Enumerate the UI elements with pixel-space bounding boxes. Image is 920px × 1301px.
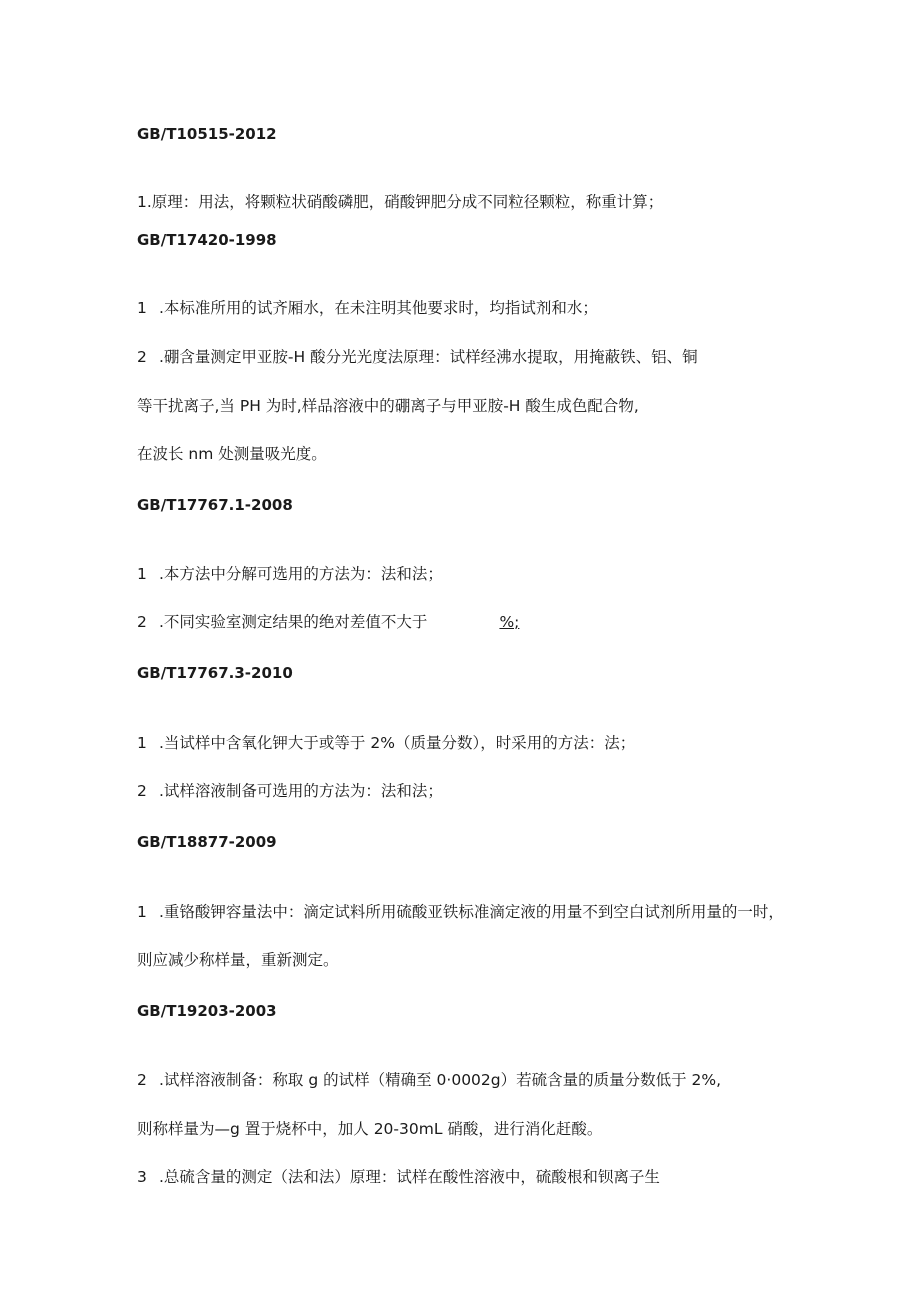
clause-text: 1.原理：用法，将颗粒状硝酸磷肥，硝酸钾肥分成不同粒径颗粒，称重计算； <box>137 193 664 211</box>
clause-line <box>137 902 784 922</box>
clause-number: 3 <box>137 1168 147 1186</box>
clause-text: 等干扰离子,当 PH 为时,样品溶液中的硼离子与甲亚胺-H 酸生成色配合物, <box>137 397 639 415</box>
clause-text: .试样溶液制备：称取 g 的试样（精确至 0·0002g）若硫含量的质量分数低于 2%, <box>159 1071 722 1089</box>
clause-number: 2 <box>137 1071 147 1089</box>
clause-line <box>137 733 635 753</box>
clause-text: .总硫含量的测定（法和法）原理：试样在酸性溶液中，硫酸根和钡离子生 <box>159 1168 660 1186</box>
standard-code-heading: GB/T17767.3-2010 <box>137 664 293 682</box>
clause-number: 1 <box>137 565 147 583</box>
standard-code-heading: GB/T18877-2009 <box>137 833 277 851</box>
clause-number: 1 <box>137 903 147 921</box>
clause-line <box>137 1070 721 1090</box>
clause-line <box>137 564 443 584</box>
clause-number: 2 <box>137 613 147 631</box>
standard-code-heading: GB/T19203-2003 <box>137 1002 277 1020</box>
clause-text: 则称样量为—g 置于烧杯中，加人 20-30mL 硝酸，进行消化赶酸。 <box>137 1120 603 1138</box>
clause-text: .硼含量测定甲亚胺-H 酸分光光度法原理：试样经沸水提取，用掩蔽铁、铝、铜 <box>159 348 698 366</box>
clause-number: 1 <box>137 299 147 317</box>
clause-text: .本方法中分解可选用的方法为：法和法； <box>159 565 443 583</box>
clause-text: .重铬酸钾容量法中：滴定试料所用硫酸亚铁标准滴定液的用量不到空白试剂所用量的一时， <box>159 903 784 921</box>
clause-text: .当试样中含氧化钾大于或等于 2%（质量分数），时采用的方法：法； <box>159 734 636 752</box>
standard-code-heading: GB/T17420-1998 <box>137 231 277 249</box>
clause-text: .试样溶液制备可选用的方法为：法和法； <box>159 782 443 800</box>
clause-line <box>137 298 598 318</box>
percent-suffix: %; <box>499 613 520 631</box>
clause-text: .本标准所用的试齐厢水，在未注明其他要求时，均指试剂和水； <box>159 299 598 317</box>
clause-number: 1 <box>137 734 147 752</box>
clause-line <box>137 347 698 367</box>
clause-text: 则应减少称样量，重新测定。 <box>137 951 339 969</box>
clause-line <box>137 1167 660 1187</box>
clause-text: 在波长 nm 处测量吸光度。 <box>137 445 327 463</box>
clause-text: .不同实验室测定结果的绝对差值不大于 <box>159 613 428 631</box>
clause-number: 2 <box>137 348 147 366</box>
standard-code-heading: GB/T10515-2012 <box>137 125 277 143</box>
standard-code-heading: GB/T17767.1-2008 <box>137 496 293 514</box>
clause-line <box>137 612 519 632</box>
clause-line <box>137 781 443 801</box>
clause-number: 2 <box>137 782 147 800</box>
